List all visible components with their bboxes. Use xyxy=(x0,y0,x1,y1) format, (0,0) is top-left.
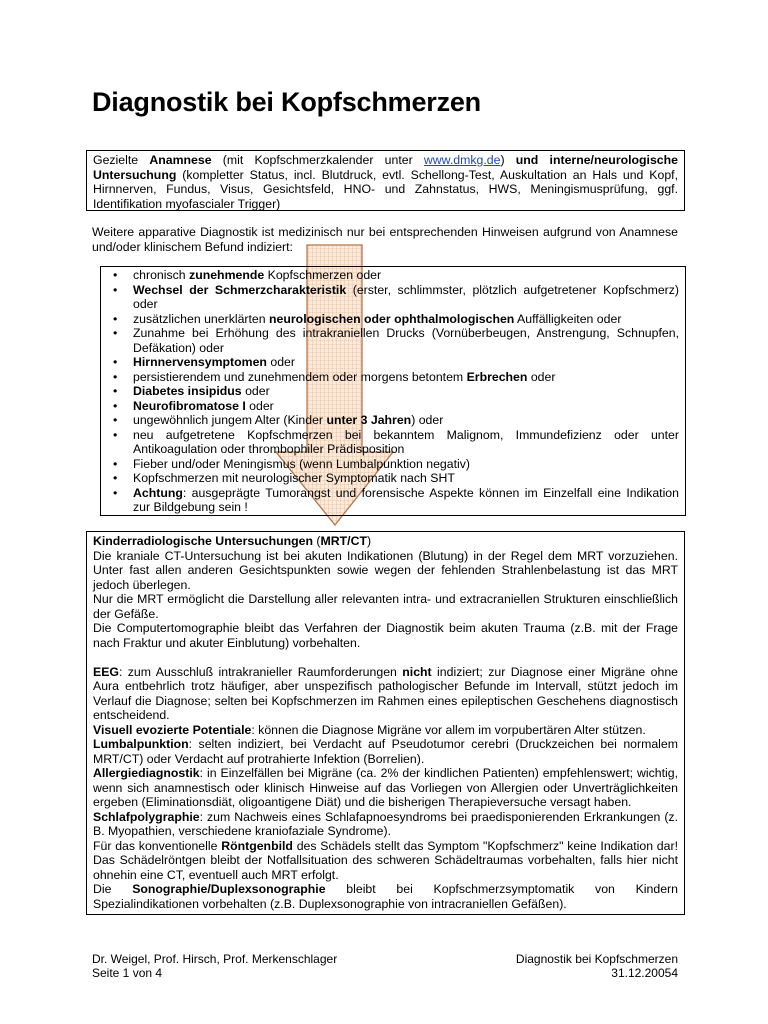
text: Gezielte xyxy=(93,153,150,167)
text: ) xyxy=(500,153,516,167)
list-item: • Achtung: ausgeprägte Tumorangst und forensische Aspekte können im Einzelfall eine Indikation zur Bildgebung sein ! xyxy=(107,486,679,515)
pediatric-imaging-box xyxy=(86,531,685,915)
list-item: • Neurofibromatose I oder xyxy=(107,399,679,414)
section-heading: Kinderradiologische Untersuchungen (MRT/CT) xyxy=(93,534,372,548)
paragraph: Die Computertomographie bleibt das Verfahren der Diagnostik beim akuten Trauma (z.B. mit der Frage nach Fraktur und akuter Einblutung) vorbehalten. xyxy=(93,621,678,650)
list-item: • Kopfschmerzen mit neurologischer Symptomatik nach SHT xyxy=(107,471,679,486)
bold-text: Anamnese xyxy=(149,153,212,167)
dmkg-link[interactable]: www.dmkg.de xyxy=(423,153,501,167)
spacer xyxy=(93,650,678,665)
footer-right xyxy=(516,952,678,980)
anamnesis-box xyxy=(86,150,685,211)
list-item: • Diabetes insipidus oder xyxy=(107,384,679,399)
intro-paragraph: Weitere apparative Diagnostik ist medizinisch nur bei entsprechenden Hinweisen aufgrund von Anamnese und/oder klinischem Befund indiziert: xyxy=(92,225,678,254)
paragraph: Die kraniale CT-Untersuchung ist bei akuten Indikationen (Blutung) in der Regel dem MRT vorzuziehen. Unter fast allen anderen Gesichtspunkten sowie wegen der fehlenden Strahlenbelastung ist das MRT jedoch überlegen. xyxy=(93,548,678,592)
paragraph: Nur die MRT ermöglicht die Darstellung aller relevanten intra- und extracraniellen Strukturen einschließlich der Gefäße. xyxy=(93,592,678,621)
footer-doc-title: Diagnostik bei Kopfschmerzen xyxy=(515,952,678,966)
list-item: • Hirnnervensymptomen oder xyxy=(107,355,679,370)
text: (mit Kopfschmerzkalender unter xyxy=(211,153,424,167)
paragraph-lumbar: Lumbalpunktion: selten indiziert, bei Verdacht auf Pseudotumor cerebri (Druckzeichen bei normalem MRT/CT) oder Verdacht auf protrahierte Infektion (Borrelien). xyxy=(93,737,678,766)
footer-date: 31.12.20054 xyxy=(611,966,678,980)
list-item: • Fieber und/oder Meningismus (wenn Lumbalpunktion negativ) xyxy=(107,457,679,472)
list-item: • neu aufgetretene Kopfschmerzen bei bekanntem Malignom, Immundefizienz oder unter Antikoagulation oder thrombophiler Prädisposition xyxy=(107,428,679,457)
text: (kompletter Status, incl. Blutdruck, evtl. Schellong-Test, Auskultation an Hals und Kopf, Hirnnerven, Fundus, Visus, Gesichtsfeld, HNO- und Zahnstatus, HWS, Meningismusprüfung, ggf. Identifikation myofascialer Trigger) xyxy=(93,167,678,211)
paragraph-allergy: Allergiediagnostik: in Einzelfällen bei Migräne (ca. 2% der kindlichen Patienten) empfehlenswert; wichtig, wenn sich anamnestisch oder klinisch Hinweise auf das Vorliegen von Allergien oder Unverträglichkeiten ergeben (Eliminationsdiät, oligoantigene Diät) und die bisherigen Therapieversuche versagt haben. xyxy=(93,766,678,809)
indications-box xyxy=(100,266,686,516)
bold-text: und interne/neurologische Untersuchung xyxy=(93,153,678,182)
list-item: • zusätzlichen unerklärten neurologischen oder ophthalmologischen Auffälligkeiten oder xyxy=(107,312,679,327)
paragraph-xray: Für das konventionelle Röntgenbild des Schädels stellt das Symptom "Kopfschmerz" keine Indikation dar! Das Schädelröntgen bleibt der Notfallsituation des schweren Schädeltraumas vorbehalten, falls hier nicht ohnehin eine CT, eventuell auch MRT erfolgt. xyxy=(93,838,678,882)
list-item: • Zunahme bei Erhöhung des intrakraniellen Drucks (Vornüberbeugen, Anstrengung, Schnupfen, Defäkation) oder xyxy=(107,326,679,355)
page-title: Diagnostik bei Kopfschmerzen xyxy=(92,87,481,117)
paragraph-eeg: EEG: zum Ausschluß intrakranieller Raumforderungen nicht indiziert; zur Diagnose einer Migräne ohne Aura entbehrlich trotz häufiger, aber unspezifisch pathologischer Befunde im Intervall, stützt jedoch im Verlauf die Diagnose; selten bei Kopfschmerzen im Rahmen eines epileptischen Geschehens diagnostisch entscheidend. xyxy=(93,664,679,722)
list-item: • Wechsel der Schmerzcharakteristik (erster, schlimmster, plötzlich aufgetretener Kopfschmerz) oder xyxy=(107,283,679,312)
footer-page-number: Seite 1 von 4 xyxy=(92,966,163,980)
paragraph-sonography: Die Sonographie/Duplexsonographie bleibt bei Kopfschmerzsymptomatik von Kindern Spezialindikationen vorbehalten (z.B. Duplexsonographie von intracraniellen Gefäßen). xyxy=(93,882,678,911)
paragraph-vep: Visuell evozierte Potentiale: können die Diagnose Migräne vor allem im vorpubertären Alter stützen. xyxy=(93,722,646,737)
footer-left xyxy=(92,952,337,980)
footer-authors: Dr. Weigel, Prof. Hirsch, Prof. Merkenschlager xyxy=(92,952,338,966)
list-item: • chronisch zunehmende Kopfschmerzen oder xyxy=(107,268,679,283)
list-item: • ungewöhnlich jungem Alter (Kinder unter 3 Jahren) oder xyxy=(107,413,679,428)
paragraph-polygraphy: Schlafpolygraphie: zum Nachweis eines Schlafapnoesyndroms bei praedisponierenden Erkrankungen (z. B. Myopathien, verschiedene kraniofaziale Syndrome). xyxy=(93,809,678,838)
indications-list xyxy=(107,268,679,515)
list-item: • persistierendem und zunehmendem oder morgens betontem Erbrechen oder xyxy=(107,370,679,385)
